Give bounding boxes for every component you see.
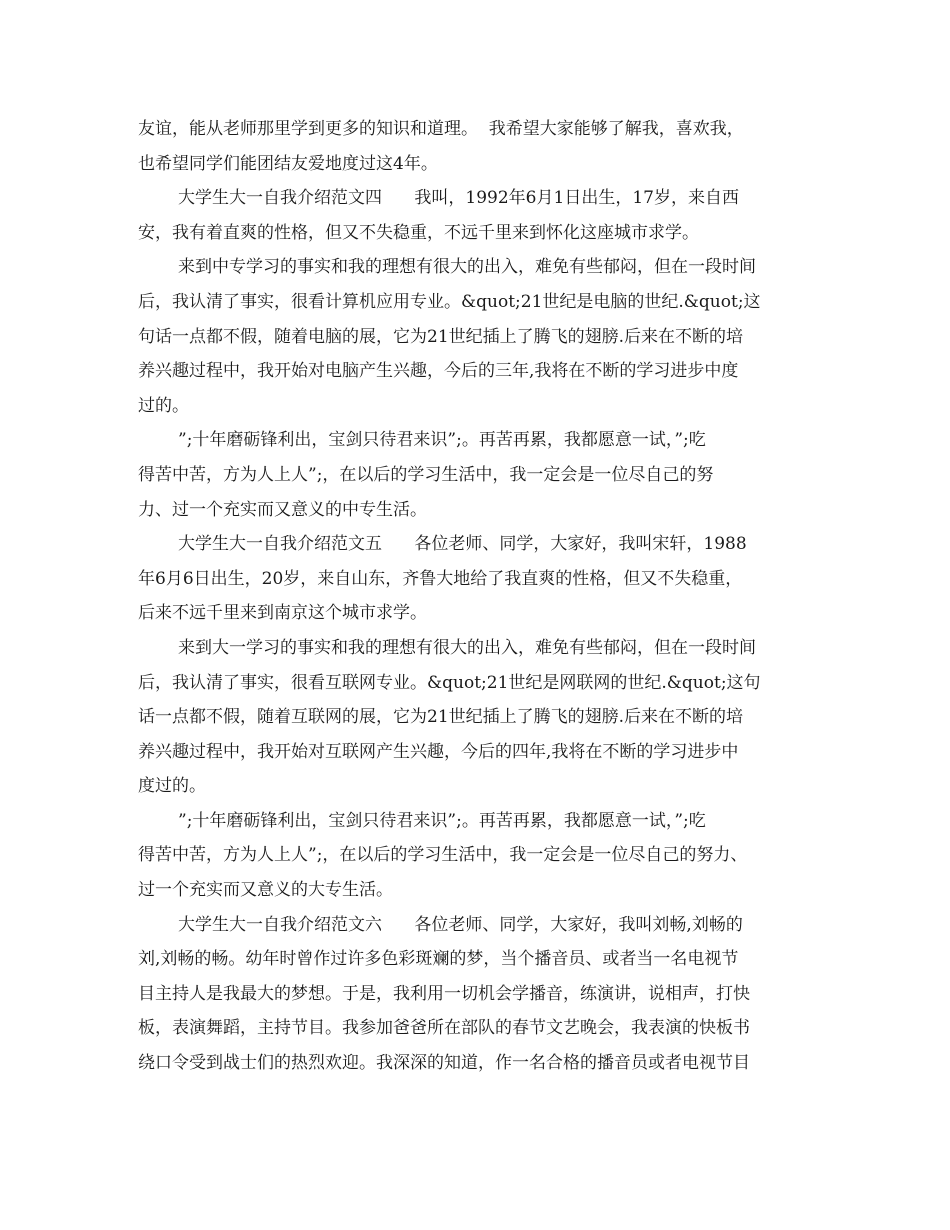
text-line: 绕口令受到战士们的热烈欢迎。我深深的知道，作一名合格的播音员或者电视节目 [138, 1053, 750, 1074]
text-line: ”;十年磨砺锋利出，宝剑只待君来识”;。再苦再累，我都愿意一试，”;吃 [178, 810, 706, 831]
text-line: 句话一点都不假，随着电脑的展，它为21世纪插上了腾飞的翅膀.后来在不断的培 [138, 326, 744, 347]
text-line: 后，我认清了事实，很看互联网专业。&quot;21世纪是网联网的世纪.&quot;这句 [138, 672, 761, 693]
text-line: 来到中专学习的事实和我的理想有很大的出入，难免有些郁闷，但在一段时间 [178, 257, 756, 278]
text-line: 后来不远千里来到南京这个城市求学。 [138, 603, 427, 624]
text-line: 力、过一个充实而又意义的中专生活。 [138, 499, 427, 520]
text-line: 大学生大一自我介绍范文四 我叫，1992年6月1日出生，17岁，来自西 [178, 188, 739, 209]
text-line: 度过的。 [138, 776, 206, 797]
text-line: 大学生大一自我介绍范文六 各位老师、同学，大家好，我叫刘畅,刘畅的 [178, 914, 743, 935]
text-line: ”;十年磨砺锋利出，宝剑只待君来识”;。再苦再累，我都愿意一试，”;吃 [178, 430, 706, 451]
text-line: 目主持人是我最大的梦想。于是，我利用一切机会学播音，练演讲，说相声，打快 [138, 983, 750, 1004]
text-line: 话一点都不假，随着互联网的展，它为21世纪插上了腾飞的翅膀.后来在不断的培 [138, 707, 744, 728]
text-line: 养兴趣过程中，我开始对电脑产生兴趣，今后的三年,我将在不断的学习进步中度 [138, 361, 739, 382]
text-line: 后，我认清了事实，很看计算机应用专业。&quot;21世纪是电脑的世纪.&quot;这 [138, 291, 761, 312]
text-line: 得苦中苦，方为人上人”;，在以后的学习生活中，我一定会是一位尽自己的努 [138, 464, 714, 485]
document-body [138, 112, 818, 1081]
text-line: 过的。 [138, 395, 189, 416]
text-line: 来到大一学习的事实和我的理想有很大的出入，难免有些郁闷，但在一段时间 [178, 637, 756, 658]
text-line: 大学生大一自我介绍范文五 各位老师、同学，大家好，我叫宋轩，1988 [178, 534, 747, 555]
text-line: 友谊，能从老师那里学到更多的知识和道理。 我希望大家能够了解我，喜欢我， [138, 119, 744, 139]
text-line: 得苦中苦，方为人上人”;，在以后的学习生活中，我一定会是一位尽自己的努力、 [138, 845, 748, 866]
text-line: 板，表演舞蹈，主持节目。我参加爸爸所在部队的春节文艺晚会，我表演的快板书 [138, 1018, 750, 1039]
text-line: 安，我有着直爽的性格，但又不失稳重，不远千里来到怀化这座城市求学。 [138, 222, 699, 243]
text-line: 也希望同学们能团结友爱地度过这4年。 [138, 153, 438, 174]
text-line: 养兴趣过程中，我开始对互联网产生兴趣，今后的四年,我将在不断的学习进步中 [138, 741, 739, 762]
text-line: 过一个充实而又意义的大专生活。 [138, 880, 393, 901]
text-line: 刘,刘畅的畅。幼年时曾作过许多色彩斑斓的梦，当个播音员、或者当一名电视节 [138, 949, 739, 970]
text-line: 年6月6日出生，20岁，来自山东，齐鲁大地给了我直爽的性格，但又不失稳重， [138, 568, 743, 589]
